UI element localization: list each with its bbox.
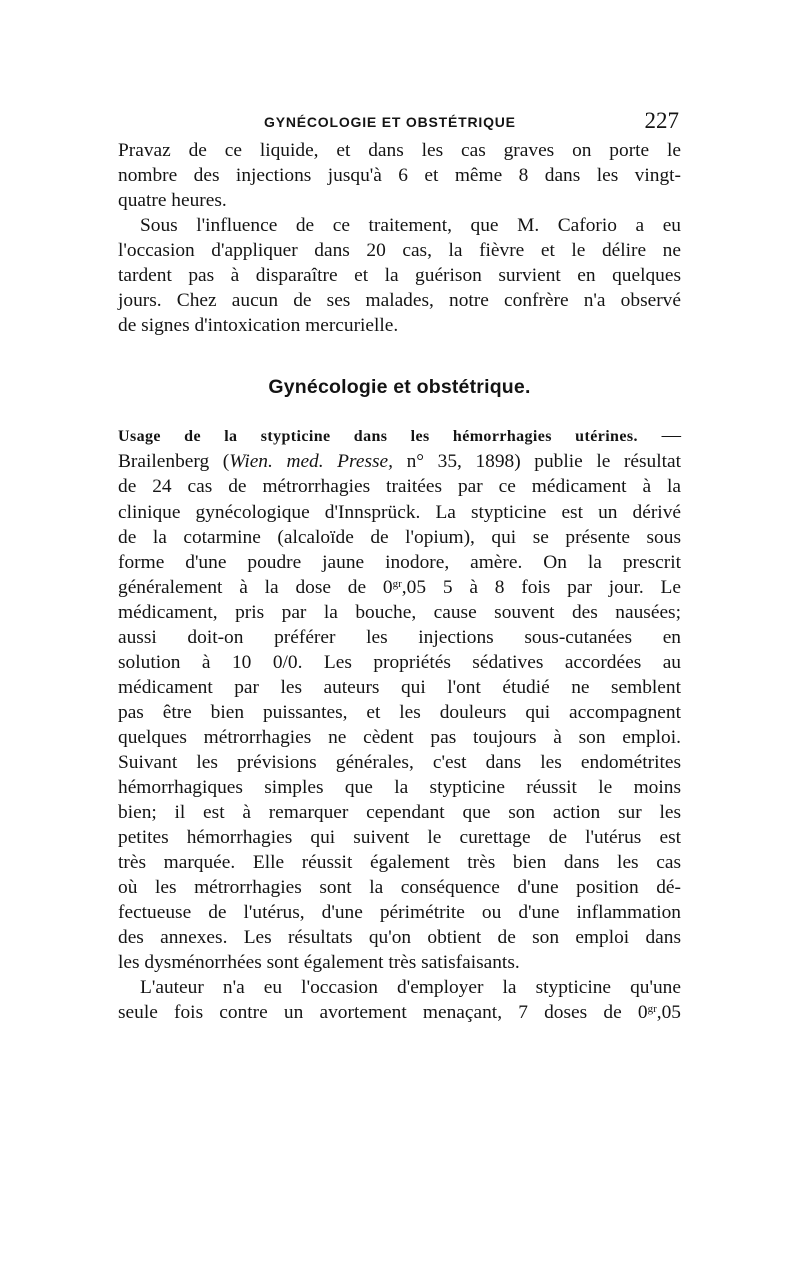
text-line — [118, 449, 681, 474]
running-title: GYNÉCOLOGIE ET OBSTÉTRIQUE — [264, 114, 516, 130]
text-line: jours. Chez aucun de ses malades, notre confrère n'a observé — [118, 290, 681, 312]
text-line: les dysménorrhées sont également très satisfaisants. — [118, 952, 520, 974]
text-line: nombre des injections jusqu'à 6 et même 8 dans les vingt- — [118, 165, 681, 187]
text-line — [118, 575, 681, 600]
text-line: Sous l'influence de ce traitement, que M. Caforio a eu — [140, 215, 681, 237]
dose-text-start: généralement à la dose de 0 — [118, 576, 393, 598]
article-title: Usage de la stypticine dans les hémorrhagies utérines. — [118, 428, 638, 446]
article-heading-line — [118, 423, 681, 449]
text-line: où les métrorrhagies sont la conséquence d'une position dé- — [118, 877, 681, 899]
article-stypticine — [118, 423, 681, 975]
text-line: quatre heures. — [118, 190, 227, 212]
text-line: médicament, pris par la bouche, cause souvent des nausées; — [118, 601, 681, 623]
dose-text-start: seule fois contre un avortement menaçant, 7 doses de 0 — [118, 1002, 648, 1024]
book-page — [118, 108, 681, 1026]
text-line: forme d'une poudre jaune inodore, amère. On la prescrit — [118, 551, 681, 573]
dose-unit: gr — [647, 1003, 657, 1016]
dose-unit: gr — [392, 577, 402, 590]
text-line: solution à 10 0/0. Les propriétés sédatives accordées au — [118, 651, 681, 673]
text-line: Pravaz de ce liquide, et dans les cas graves on porte le — [118, 140, 681, 161]
text-line: très marquée. Elle réussit également très bien dans les cas — [118, 852, 681, 874]
text-line: quelques métrorrhagies ne cèdent pas toujours à son emploi. — [118, 726, 681, 748]
section-title: Gynécologie et obstétrique. — [268, 376, 531, 399]
text-line: Suivant les prévisions générales, c'est dans les endométrites — [118, 751, 681, 773]
citation-rest: n° 35, 1898) publie le résultat — [393, 451, 682, 473]
text-line: de signes d'intoxication mercurielle. — [118, 315, 399, 337]
dose-text-end: ,05 — [656, 1002, 681, 1024]
text-line: fectueuse de l'utérus, d'une périmétrite ou d'une inflammation — [118, 902, 681, 924]
text-line: des annexes. Les résultats qu'on obtient de son emploi dans — [118, 927, 681, 949]
text-line: médicament par les auteurs qui l'ont étudié ne semblent — [118, 676, 681, 698]
dose-text-end: ,05 5 à 8 fois par jour. Le — [401, 576, 682, 598]
text-line: l'occasion d'appliquer dans 20 cas, la fièvre et le délire ne — [118, 240, 681, 262]
paragraph-caforio — [118, 213, 681, 338]
text-line: bien; il est à remarquer cependant que son action sur les — [118, 802, 681, 824]
journal-name: Wien. med. Presse, — [229, 451, 394, 473]
paragraph-continuation — [118, 138, 681, 213]
page-number: 227 — [644, 108, 679, 133]
text-line: L'auteur n'a eu l'occasion d'employer la stypticine qu'une — [140, 977, 681, 999]
text-line: de 24 cas de métrorrhagies traitées par ce médicament à la — [118, 476, 681, 498]
text-line: aussi doit-on préférer les injections sous-cutanées en — [118, 626, 681, 648]
text-line — [118, 1000, 681, 1025]
text-line: petites hémorrhagies qui suivent le curettage de l'utérus est — [118, 827, 681, 849]
text-line: pas être bien puissantes, et les douleurs qui accompagnent — [118, 701, 681, 723]
text-line: de la cotarmine (alcaloïde de l'opium), qui se présente sous — [118, 526, 681, 548]
author-name: Brailenberg ( — [118, 451, 230, 473]
article-title-dash: — — [637, 425, 681, 447]
paragraph-author-use — [118, 975, 681, 1025]
text-line: tardent pas à disparaître et la guérison survient en quelques — [118, 265, 681, 287]
text-line: hémorrhagiques simples que la stypticine réussit le moins — [118, 777, 681, 799]
text-line: clinique gynécologique d'Innsprück. La stypticine est un dérivé — [118, 501, 681, 523]
running-head — [118, 108, 681, 138]
